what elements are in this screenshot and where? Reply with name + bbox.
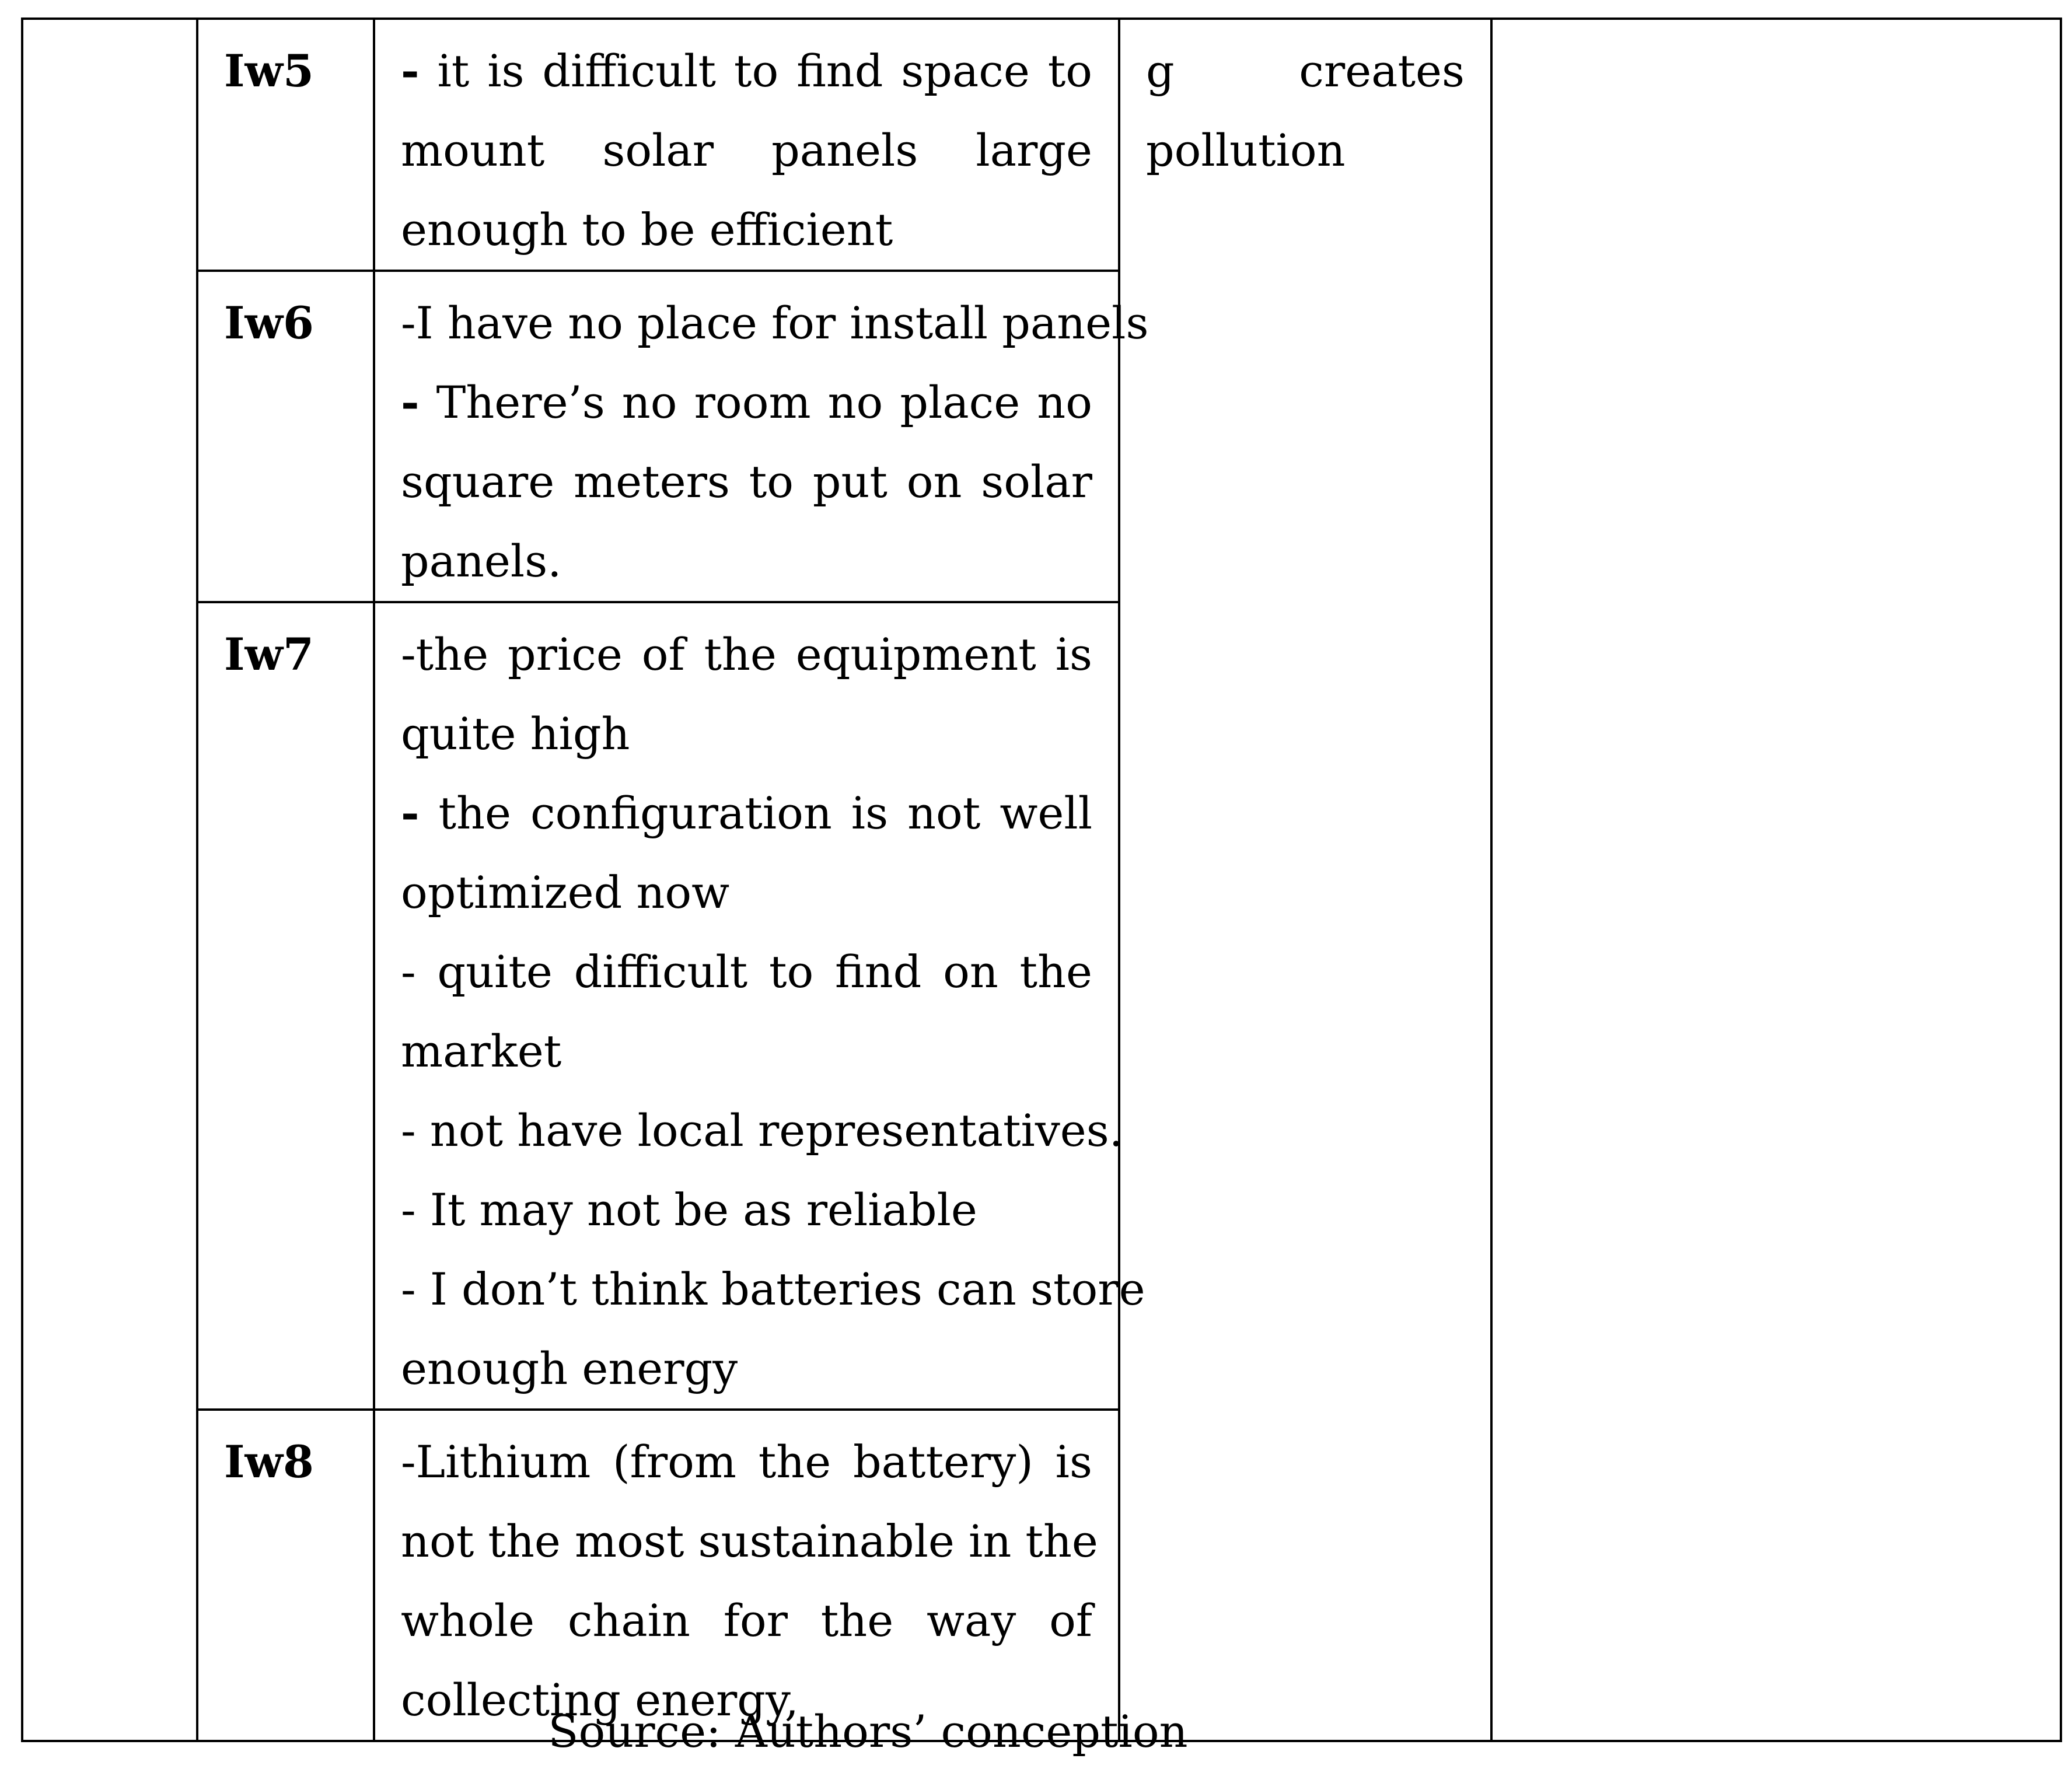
response-text [375,603,1145,1408]
empty-cell-right [1491,19,2061,1741]
response-text [375,1411,1118,1740]
interviewee-id: Iw5 [224,45,314,97]
category-text [1120,20,1490,190]
text-line: enough to be efficient [401,204,893,256]
text-line: mount solar panels large [401,124,1092,176]
text-line: g creates [1146,45,1465,97]
text-line: - not have local representatives. [401,1104,1123,1156]
interviewee-id: Iw7 [224,628,314,680]
text-line: - I don’t think batteries can store [401,1263,1145,1315]
text-line: -Lithium (from the battery) is [401,1436,1092,1488]
text-line: - There’s no room no place no [401,376,1092,428]
text-line: quite high [401,708,630,760]
category-cell [1119,19,1491,1741]
text-line: - quite difficult to find on the [401,946,1092,998]
interviewee-id-cell [197,602,374,1410]
source-caption: Source: Authors’ conception [548,1705,1188,1757]
text-line: market [401,1025,562,1077]
response-cell [374,19,1119,271]
interviewee-id-cell [197,1410,374,1741]
interviewee-id-cell [197,271,374,602]
response-cell [374,602,1145,1410]
table-row [22,19,2061,271]
text-line: pollution [1146,124,1346,176]
interviewee-id: Iw6 [224,297,314,349]
response-text [375,20,1118,270]
response-cell [374,1410,1119,1741]
interview-table [21,18,2062,1742]
text-line: panels. [401,535,562,587]
text-line: -I have no place for install panels [401,297,1149,349]
text-line: enough energy [401,1343,738,1394]
interviewee-id: Iw8 [224,1436,314,1488]
text-line: - It may not be as reliable [401,1184,977,1236]
response-text [375,272,1149,601]
interviewee-id-cell [197,19,374,271]
text-line: collecting energy, [401,1674,799,1726]
response-cell [374,271,1149,602]
empty-cell-left [22,19,197,1741]
text-line: not the most sustainable in the [401,1515,1098,1567]
text-line: whole chain for the way of [401,1595,1092,1646]
text-line: - it is difficult to find space to [401,45,1092,97]
text-line: - the configuration is not well [401,787,1092,839]
text-line: -the price of the equipment is [401,628,1092,680]
text-line: optimized now [401,866,730,918]
text-line: square meters to put on solar [401,456,1092,508]
